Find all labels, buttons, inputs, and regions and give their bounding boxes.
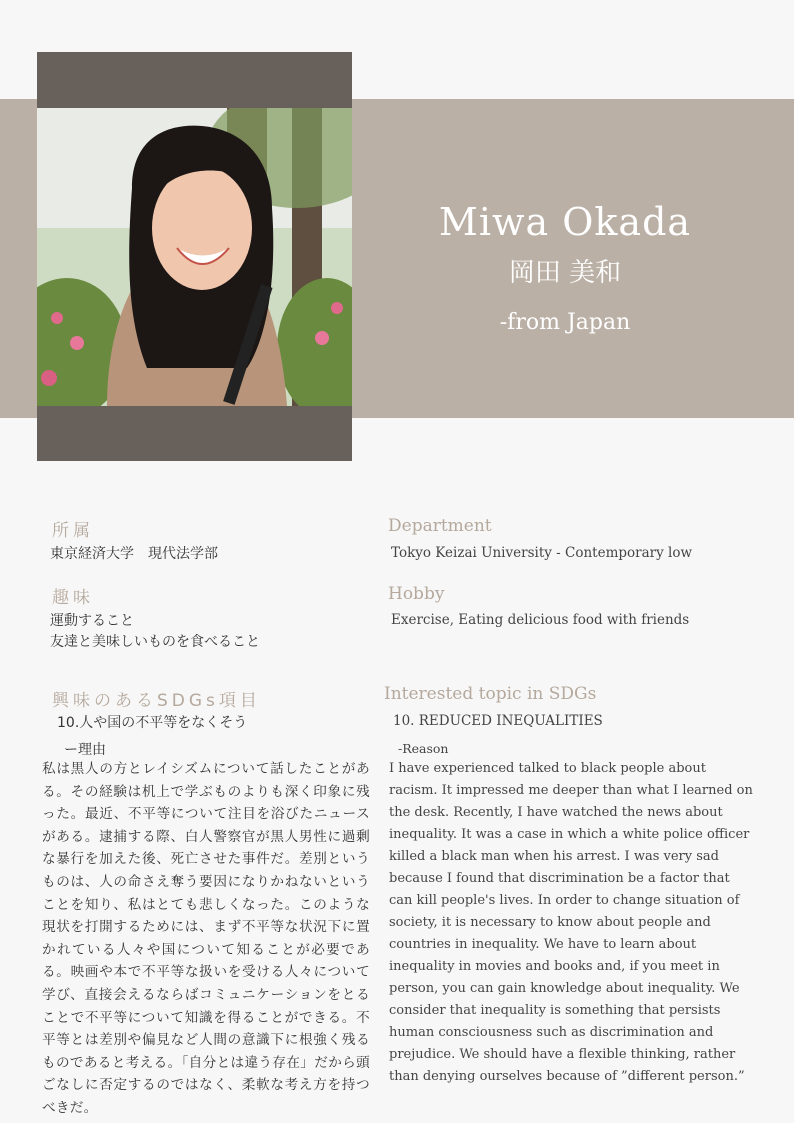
sdgs-reason-label-en: -Reason — [398, 741, 449, 756]
hobby-heading-jp: 趣味 — [52, 588, 94, 608]
sdgs-heading-en: Interested topic in SDGs — [384, 684, 597, 704]
hobby-value-jp-1: 運動すること — [50, 613, 134, 629]
name-english: Miwa Okada — [438, 200, 692, 244]
profile-photo — [37, 108, 352, 406]
hobby-value-en: Exercise, Eating delicious food with friends — [391, 612, 690, 628]
department-heading-en: Department — [388, 516, 492, 536]
sdgs-reason-jp: 私は黒人の方とレイシズムについて話したことがある。その経験は机上で学ぶものよりも深く印象に残った。最近、不平等について注目を浴びたニュースがある。逮捕する際、白人警察官が黒人男性に過剰な暴行を加えた後、死亡させた事件だ。差別というものは、人の命さえ奪う要因になりかねないということを知り、私はとても悲しくなった。このような現状を打開するためには、まず不平等な状況下に置かれている人々や国について知ることが必要である。映画や本で不平等な扱いを受ける人々について学び、直接会えるならばコミュニケーションをとることで不平等について知識を得ることができる。不平等とは差別や偏見など人間の意識下に根強く残るものであると考える。「自分とは違う存在」だから頭ごなしに否定するのではなく、柔軟な考え方を持つべきだ。 — [42, 761, 370, 1116]
department-heading-jp: 所属 — [52, 521, 94, 541]
name-japanese: 岡田 美和 — [508, 258, 622, 288]
department-value-en: Tokyo Keizai University - Contemporary low — [391, 545, 693, 561]
sdgs-reason-en: I have experienced talked to black people about racism. It impressed me deeper than what I learned on the desk. Recently, I have watched the news about inequality. It was a case in which a white police officer killed a black man when his arrest. I was very sad because I found that discrimination be a factor that can kill people's lives. In order to change situation of society, it is necessary to know about people and countries in inequality. We have to learn about inequality in movies and books and, if you meet in person, you can gain knowledge about inequality. We consider that inequality is something that persists human consciousness such as discrimination and prejudice. We should have a flexible thinking, rather than denying ourselves because of ”different person.” — [389, 761, 753, 1084]
hobby-heading-en: Hobby — [388, 584, 445, 604]
hobby-value-jp-2: 友達と美味しいものを食べること — [50, 634, 260, 650]
department-value-jp: 東京経済大学 現代法学部 — [50, 546, 218, 562]
sdgs-reason-label-jp: ー理由 — [64, 742, 106, 758]
sdgs-topic-en: 10. REDUCED INEQUALITIES — [393, 713, 603, 729]
sdgs-heading-jp: 興味のあるSDGs項目 — [52, 691, 261, 711]
from-country: -from Japan — [499, 310, 631, 335]
sdgs-topic-jp: 10.人や国の不平等をなくそう — [57, 715, 248, 731]
